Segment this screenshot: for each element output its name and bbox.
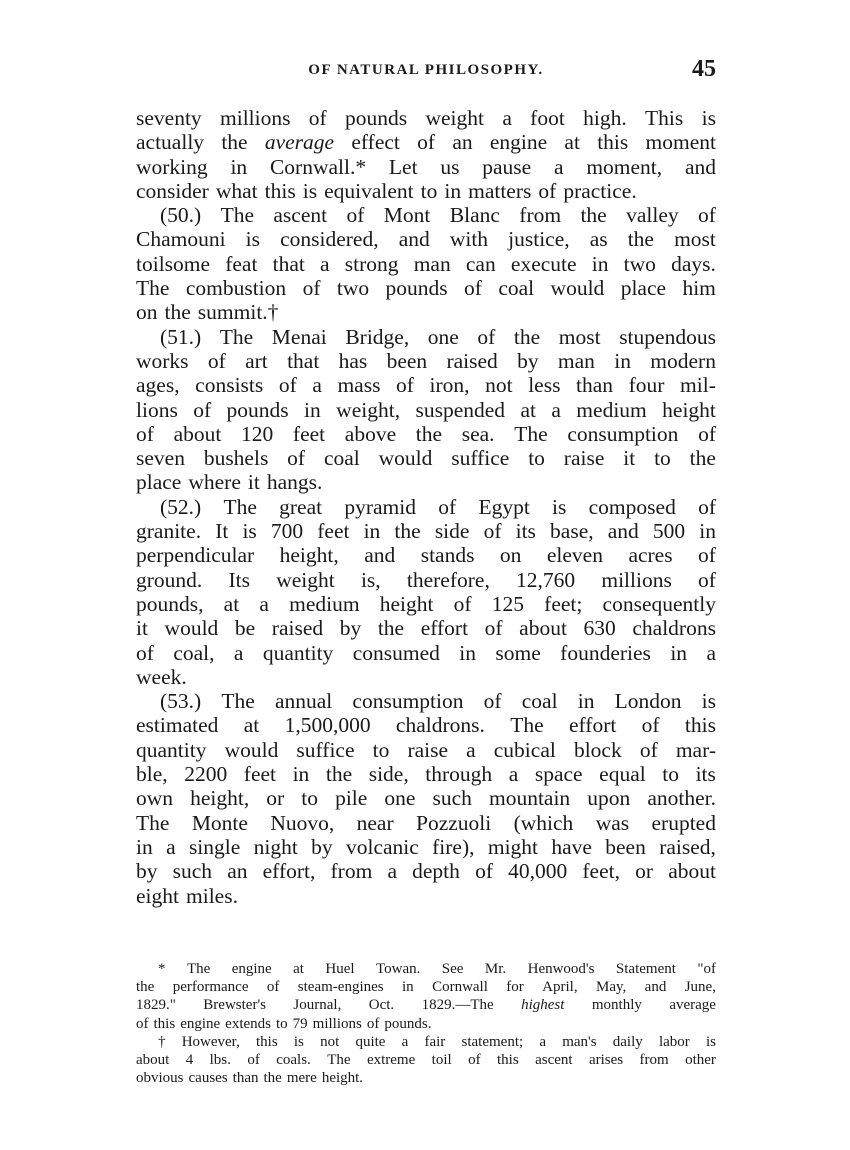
text-line: it would be raised by the effort of about 630 chaldrons <box>136 616 716 641</box>
paragraph <box>136 106 716 203</box>
text-line: granite. It is 700 feet in the side of its base, and 500 in <box>136 519 716 544</box>
text-line: † However, this is not quite a fair statement; a man's daily labor is <box>158 1033 716 1050</box>
text-line: works of art that has been raised by man in modern <box>136 348 716 373</box>
text-line: working in Cornwall.* Let us pause a moment, and <box>136 154 716 179</box>
text-line: seven bushels of coal would suffice to raise it to the <box>136 446 716 471</box>
text-line: perpendicular height, and stands on eleven acres of <box>136 543 716 568</box>
text-line: The Monte Nuovo, near Pozzuoli (which was erupted <box>136 810 716 835</box>
text-line: (52.) The great pyramid of Egypt is composed of <box>160 494 716 519</box>
text-line: (53.) The annual consumption of coal in London is <box>160 689 716 714</box>
text-line: (51.) The Menai Bridge, one of the most stupendous <box>160 324 716 349</box>
text-line: consider what this is equivalent to in matters of practice. <box>136 178 637 203</box>
paragraph <box>136 325 716 495</box>
text-line: about 4 lbs. of coals. The extreme toil of this ascent arises from other <box>136 1051 716 1068</box>
running-head <box>136 56 716 96</box>
text-line: 1829." Brewster's Journal, Oct. 1829.—The highest monthly average <box>136 997 716 1014</box>
text-line: place where it hangs. <box>136 470 323 495</box>
text-line: quantity would suffice to raise a cubical block of mar- <box>136 737 716 762</box>
text-line: of about 120 feet above the sea. The consumption of <box>136 421 716 446</box>
text-line: estimated at 1,500,000 chaldrons. The effort of this <box>136 713 716 738</box>
text-line: of this engine extends to 79 millions of pounds. <box>136 1015 432 1032</box>
running-title: OF NATURAL PHILOSOPHY. <box>308 62 544 78</box>
text-line: seventy millions of pounds weight a foot high. This is <box>136 106 716 130</box>
text-line: in a single night by volcanic fire), might have been raised, <box>136 834 716 859</box>
text-line: week. <box>136 664 187 689</box>
text-line: * The engine at Huel Towan. See Mr. Henwood's Statement "of <box>158 961 716 977</box>
text-line: ages, consists of a mass of iron, not less than four mil- <box>136 373 716 398</box>
page-number: 45 <box>692 56 716 82</box>
text-line: The combustion of two pounds of coal would place him <box>136 276 716 301</box>
footnote <box>136 1033 716 1088</box>
footnote <box>136 960 716 1033</box>
text-line: Chamouni is considered, and with justice, as the most <box>136 227 716 252</box>
paragraph <box>136 203 716 324</box>
body-text <box>136 106 716 908</box>
footnotes <box>136 960 716 1087</box>
text-line: on the summit.† <box>136 300 279 325</box>
text-line: own height, or to pile one such mountain upon another. <box>136 786 716 811</box>
text-line: pounds, at a medium height of 125 feet; consequently <box>136 591 716 616</box>
text-line: toilsome feat that a strong man can execute in two days. <box>136 251 716 276</box>
text-line: the performance of steam-engines in Cornwall for April, May, and June, <box>136 979 716 996</box>
text-line: by such an effort, from a depth of 40,000 feet, or about <box>136 859 716 884</box>
text-line: lions of pounds in weight, suspended at a medium height <box>136 397 716 422</box>
text-line: ble, 2200 feet in the side, through a space equal to its <box>136 762 716 787</box>
text-line: of coal, a quantity consumed in some founderies in a <box>136 640 716 665</box>
text-line: ground. Its weight is, therefore, 12,760 millions of <box>136 567 716 592</box>
text-line: eight miles. <box>136 883 238 908</box>
text-line: (50.) The ascent of Mont Blanc from the valley of <box>160 203 716 228</box>
paragraph <box>136 689 716 908</box>
text-line: actually the average effect of an engine at this moment <box>136 130 716 155</box>
paragraph <box>136 495 716 689</box>
text-line: obvious causes than the mere height. <box>136 1070 364 1087</box>
